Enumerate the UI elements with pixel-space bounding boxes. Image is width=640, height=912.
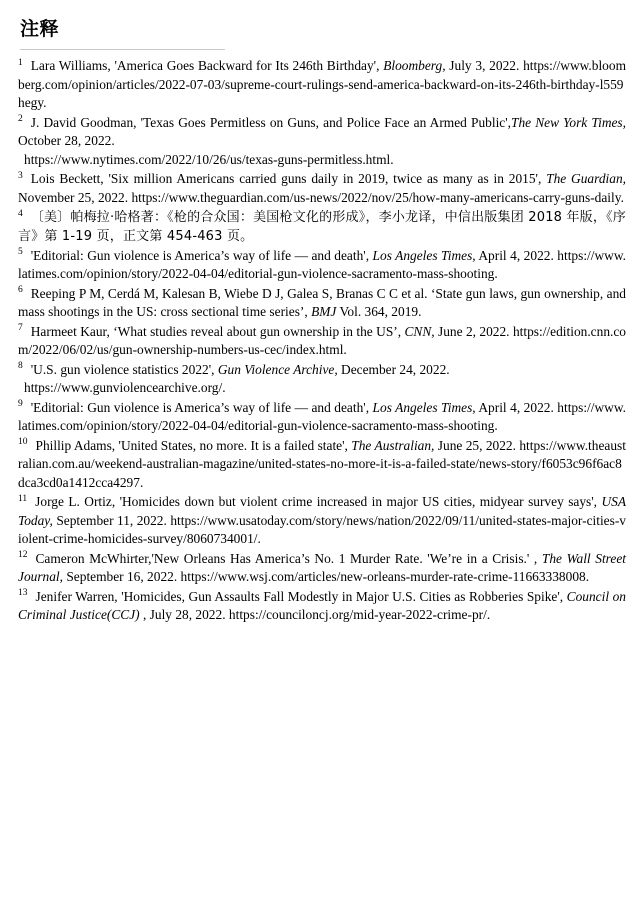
endnote-text: September 11, 2022.	[52, 512, 171, 528]
endnote-text: September 16, 2022.	[63, 569, 181, 585]
endnote-source-title: Bloomberg,	[383, 58, 446, 73]
title-divider	[20, 49, 225, 50]
endnotes-list	[18, 57, 626, 625]
endnote-marker: 5	[18, 247, 23, 258]
page-title: 注释	[20, 19, 60, 40]
endnote-item	[18, 399, 626, 436]
endnote-text: Lois Beckett, 'Six million Americans carried guns daily in 2019, twice as many as in 2015',	[30, 171, 547, 186]
endnote-text: April 4, 2022.	[475, 247, 558, 263]
endnote-text: Lara Williams, 'America Goes Backward for Its 246th Birthday',	[30, 58, 384, 73]
endnote-marker: 9	[18, 399, 23, 410]
endnote-text: Harmeet Kaur, ‘What studies reveal about gun ownership in the US’,	[30, 323, 405, 339]
endnote-url[interactable]: https://www.wsj.com/articles/new-orleans-murder-rate-crime-11663338008.	[180, 569, 590, 585]
endnote-text: Phillip Adams, 'United States, no more. It is a failed state',	[35, 437, 352, 453]
endnote-source-title: CNN,	[404, 323, 435, 339]
endnote-url[interactable]: https://www.usatoday.com/story/news/nation/2022/09/11/united-states-major-cities-violent-crime-homicides-survey/8060734001/.	[18, 512, 626, 547]
endnote-url[interactable]: https://edition.cnn.com/2022/06/02/us/gun-ownership-numbers-us-cec/index.html.	[18, 323, 626, 358]
endnote-text: November 25, 2022.	[18, 189, 132, 205]
endnote-text: Reeping P M, Cerdá M, Kalesan B, Wiebe D J, Galea S, Branas C C et al. ‘State gun laws, gun ownership, and mass shootings in the US: cross sectional time series’,	[18, 285, 626, 320]
endnote-source-title: The Australian,	[351, 437, 435, 453]
endnote-text: , July 28, 2022.	[142, 607, 229, 623]
endnote-url[interactable]: https://counciloncj.org/mid-year-2022-crime-pr/.	[228, 607, 491, 623]
endnote-item	[18, 247, 626, 284]
endnote-marker: 4	[18, 208, 23, 219]
endnote-marker: 3	[18, 170, 23, 181]
endnote-url[interactable]: https://www.nytimes.com/2022/10/26/us/texas-guns-permitless.html.	[24, 151, 394, 167]
endnote-marker: 1	[18, 57, 23, 68]
endnote-text-cjk: 〔美〕帕梅拉·哈格著：《枪的合众国：美国枪文化的形成》，李小龙译，中信出版集团 2018 年版，《序言》第 1-19 页，正文第 454-463 页。	[18, 210, 626, 244]
endnote-item	[18, 588, 626, 625]
endnote-source-title: Gun Violence Archive,	[217, 361, 338, 377]
endnote-marker: 10	[18, 437, 28, 448]
endnote-url[interactable]: https://www.latimes.com/opinion/story/2022-04-04/editorial-gun-violence-sacramento-mass-shooting.	[18, 247, 626, 282]
endnote-item	[18, 493, 626, 549]
endnote-url[interactable]: https://www.gunviolencearchive.org/.	[24, 380, 226, 396]
endnote-marker: 13	[18, 588, 28, 599]
endnote-text: June 2, 2022.	[434, 323, 513, 339]
endnote-item	[18, 550, 626, 587]
endnote-text: J. David Goodman, 'Texas Goes Permitless on Guns, and Police Face an Armed Public',	[30, 114, 511, 130]
endnote-text: October 28, 2022.	[18, 133, 115, 148]
endnote-text: 'U.S. gun violence statistics 2022',	[30, 361, 218, 377]
endnote-source-title: Los Angeles Times,	[372, 399, 476, 415]
endnote-source-title: USA Today,	[18, 494, 626, 528]
endnote-url[interactable]: https://www.theguardian.com/us-news/2022/nov/25/how-many-americans-carry-guns-daily.	[131, 189, 624, 205]
endnote-source-title: The New York Times,	[511, 114, 626, 130]
endnote-item	[18, 361, 626, 398]
endnote-item	[18, 57, 626, 113]
endnote-item	[18, 114, 626, 170]
endnote-url[interactable]: https://www.latimes.com/opinion/story/2022-04-04/editorial-gun-violence-sacramento-mass-shooting.	[18, 399, 626, 434]
endnote-text: June 25, 2022.	[434, 437, 520, 453]
endnote-text: 'Editorial: Gun violence is America’s way of life — and death',	[30, 399, 373, 415]
endnote-text: Vol. 364, 2019.	[336, 304, 422, 320]
endnote-text: Jorge L. Ortiz, 'Homicides down but violent crime increased in major US cities, midyear survey says',	[35, 494, 602, 510]
endnote-item	[18, 285, 626, 322]
endnote-marker: 11	[18, 493, 28, 504]
endnote-text: April 4, 2022.	[475, 399, 558, 415]
endnote-text: Cameron McWhirter,'New Orleans Has America’s No. 1 Murder Rate. 'We’re in a Crisis.' ,	[35, 550, 542, 566]
endnote-marker: 2	[18, 114, 23, 125]
endnote-url[interactable]: https://www.bloomberg.com/opinion/articles/2022-07-03/supreme-court-rulings-send-america-backward-on-its-246th-birthday-l559hegy.	[18, 58, 626, 110]
endnote-item	[18, 208, 626, 246]
endnote-item	[18, 437, 626, 493]
endnote-text: 'Editorial: Gun violence is America’s way of life — and death',	[30, 247, 373, 263]
endnote-text: December 24, 2022.	[337, 361, 450, 377]
endnote-marker: 7	[18, 323, 23, 334]
endnote-source-title: BMJ	[311, 304, 337, 320]
endnote-marker: 12	[18, 550, 28, 561]
endnote-marker: 6	[18, 285, 23, 296]
endnote-source-title: The Guardian,	[546, 171, 626, 186]
endnote-source-title: Council on Criminal Justice(CCJ)	[18, 588, 626, 623]
endnote-item	[18, 170, 626, 207]
endnote-url[interactable]: https://www.theaustralian.com.au/weekend-australian-magazine/united-states-no-more-it-is-a-failed-state/news-story/f6053c96f6ac8dca3cd0a1412cca4297.	[18, 437, 626, 490]
endnote-source-title: The Wall Street Journal,	[18, 550, 626, 585]
endnote-marker: 8	[18, 361, 23, 372]
endnote-item	[18, 323, 626, 360]
endnote-source-title: Los Angeles Times,	[372, 247, 476, 263]
endnote-text: July 3, 2022.	[445, 58, 524, 73]
endnote-text: Jenifer Warren, 'Homicides, Gun Assaults Fall Modestly in Major U.S. Cities as Robberies Spike',	[35, 588, 567, 604]
